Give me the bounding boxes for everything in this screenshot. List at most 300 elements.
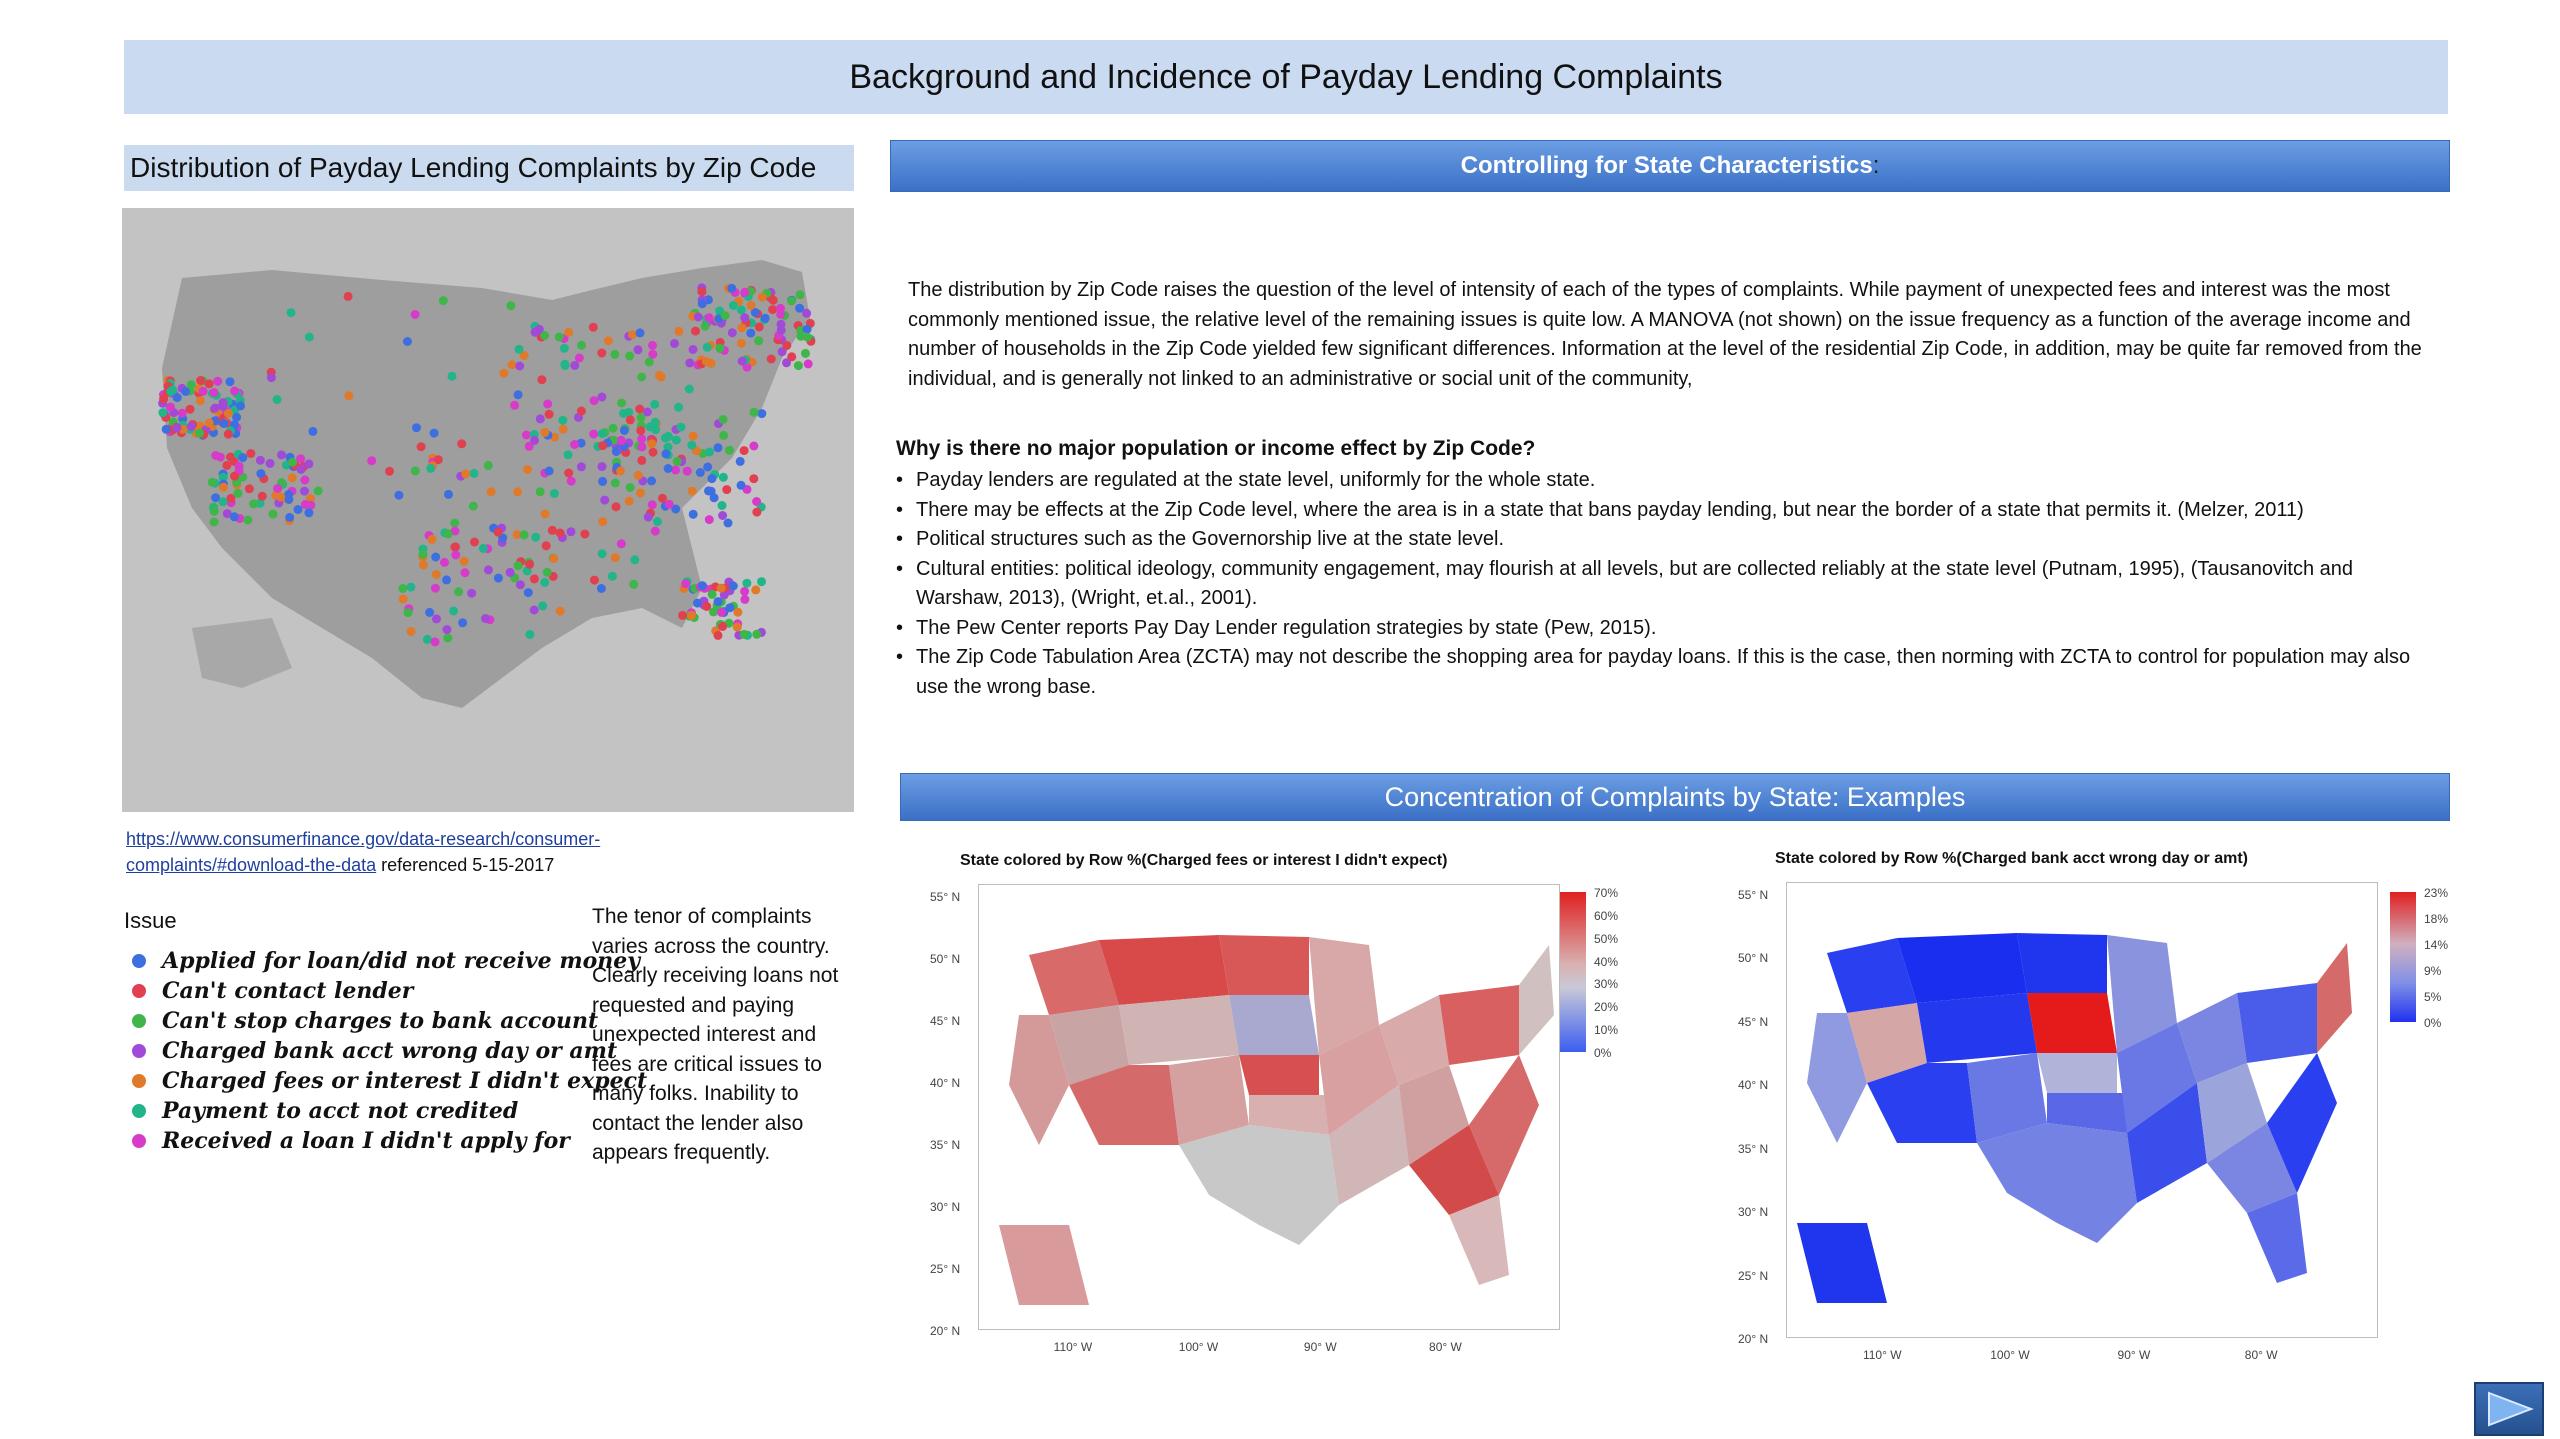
- complaint-dot: [545, 467, 554, 476]
- latitude-tick-label: 45° N: [1738, 1014, 1769, 1029]
- complaint-dot: [269, 510, 278, 519]
- complaint-dot: [703, 463, 712, 472]
- complaint-dot: [719, 473, 728, 482]
- legend-dot-icon: [132, 1014, 146, 1028]
- complaint-dot: [619, 409, 628, 418]
- complaint-dot: [470, 469, 479, 478]
- longitude-tick-label: 100° W: [1990, 1348, 2030, 1362]
- complaint-dot: [611, 553, 620, 562]
- complaint-dot: [804, 359, 813, 368]
- complaint-dot: [740, 313, 749, 322]
- longitude-tick-label: 80° W: [1429, 1340, 1462, 1354]
- complaint-dot: [697, 287, 706, 296]
- complaint-dot: [707, 474, 716, 483]
- complaint-dot: [597, 349, 606, 358]
- complaint-dot: [636, 426, 645, 435]
- complaint-dot: [782, 341, 791, 350]
- complaint-dot: [703, 343, 712, 352]
- complaint-dot: [717, 584, 726, 593]
- complaint-dot: [749, 474, 758, 483]
- complaint-dot: [644, 513, 653, 522]
- complaint-dot: [246, 449, 255, 458]
- complaint-dot: [230, 512, 239, 521]
- complaint-dot: [776, 310, 785, 319]
- complaint-dot: [513, 487, 522, 496]
- color-scale-bar: [2390, 892, 2416, 1022]
- complaint-dot: [300, 487, 309, 496]
- color-scale-bar: [1560, 892, 1586, 1052]
- complaint-dot: [740, 595, 749, 604]
- complaint-dot: [448, 372, 457, 381]
- complaint-dot: [367, 456, 376, 465]
- complaint-dot: [704, 486, 713, 495]
- reason-bullet: • Payday lenders are regulated at the state level, uniformly for the whole state.: [896, 466, 2440, 496]
- complaint-dot: [196, 396, 205, 405]
- complaint-dot: [570, 440, 579, 449]
- complaint-dot: [612, 502, 621, 511]
- complaint-dot: [219, 483, 228, 492]
- latitude-tick-label: 30° N: [930, 1200, 961, 1214]
- complaint-dot: [525, 442, 534, 451]
- complaint-dot: [721, 311, 730, 320]
- legend-label: Can't stop charges to bank account: [162, 1008, 599, 1034]
- complaint-dot: [600, 496, 609, 505]
- complaint-dot: [630, 555, 639, 564]
- complaint-dot: [598, 549, 607, 558]
- complaint-dot: [689, 432, 698, 441]
- color-scale-label: 60%: [1594, 908, 1619, 923]
- complaint-dot: [419, 550, 428, 559]
- complaint-dot: [444, 490, 453, 499]
- latitude-tick-label: 20° N: [1738, 1332, 1769, 1346]
- complaint-dot: [219, 497, 228, 506]
- complaint-dot: [515, 345, 524, 354]
- play-arrow-icon: [2483, 1389, 2535, 1429]
- complaint-dot: [431, 553, 440, 562]
- complaint-dot: [484, 565, 493, 574]
- complaint-dot: [451, 550, 460, 559]
- zip-map-heading: Distribution of Payday Lending Complaints by Zip Code: [124, 145, 854, 191]
- complaint-dot: [801, 349, 810, 358]
- complaint-dot: [737, 323, 746, 332]
- complaint-dot: [543, 568, 552, 577]
- complaint-dot: [403, 337, 412, 346]
- heading-colon: :: [1872, 152, 1880, 179]
- complaint-dot: [543, 399, 552, 408]
- complaint-dot: [450, 519, 459, 528]
- complaint-dot: [787, 297, 796, 306]
- complaint-dot: [689, 510, 698, 519]
- complaint-dot: [524, 588, 533, 597]
- complaint-dot: [407, 627, 416, 636]
- complaint-dot: [648, 500, 657, 509]
- legend-label: Applied for loan/did not receive money: [162, 948, 641, 974]
- zip-map-graphic: [122, 208, 854, 812]
- latitude-tick-label: 50° N: [930, 952, 961, 966]
- complaint-dot: [300, 475, 309, 484]
- complaint-dot: [444, 529, 453, 538]
- complaint-dot: [694, 313, 703, 322]
- complaint-dot: [208, 478, 217, 487]
- complaint-dot: [470, 538, 479, 547]
- complaint-dot: [727, 284, 736, 293]
- next-slide-button[interactable]: [2474, 1382, 2544, 1436]
- complaint-dot: [294, 505, 303, 514]
- complaint-dot: [461, 469, 470, 478]
- complaint-dot: [610, 350, 619, 359]
- complaint-dot: [266, 459, 275, 468]
- complaint-dot: [297, 465, 306, 474]
- legend-label: Charged fees or interest I didn't expect: [162, 1068, 648, 1094]
- complaint-dot: [648, 341, 657, 350]
- complaint-dot: [598, 441, 607, 450]
- longitude-tick-label: 100° W: [1178, 1340, 1219, 1354]
- legend-title: Issue: [124, 908, 177, 933]
- complaint-dot: [625, 352, 634, 361]
- reasons-list: [896, 466, 2440, 702]
- complaint-dot: [629, 580, 638, 589]
- complaint-dot: [458, 618, 467, 627]
- complaint-dot: [285, 513, 294, 522]
- complaint-dot: [693, 599, 702, 608]
- complaint-dot: [803, 325, 812, 334]
- source-link-line2: complaints/#download-the-data: [126, 855, 377, 875]
- complaint-dot: [296, 454, 305, 463]
- state-fill-shapes: [999, 935, 1554, 1305]
- complaint-dot: [696, 468, 705, 477]
- complaint-dot: [768, 305, 777, 314]
- complaint-dot: [683, 467, 692, 476]
- complaint-dot: [556, 529, 565, 538]
- color-scale-label: 30%: [1594, 977, 1619, 992]
- complaint-dot: [411, 310, 420, 319]
- complaint-dot: [520, 530, 529, 539]
- complaint-dot: [617, 399, 626, 408]
- legend-item: [132, 1066, 647, 1096]
- legend-dot-icon: [132, 954, 146, 968]
- complaint-dot: [222, 461, 231, 470]
- longitude-tick-label: 110° W: [1862, 1348, 1902, 1362]
- complaint-dot: [541, 510, 550, 519]
- complaint-dot: [431, 584, 440, 593]
- state-map-title: State colored by Row %(Charged fees or interest I didn't expect): [960, 852, 1448, 869]
- complaint-dot: [219, 419, 228, 428]
- complaint-dot: [754, 336, 763, 345]
- complaint-dot: [637, 434, 646, 443]
- complaint-dot: [719, 415, 728, 424]
- complaint-dot: [608, 572, 617, 581]
- complaint-dot: [232, 413, 241, 422]
- complaint-dot: [187, 422, 196, 431]
- complaint-dot: [803, 333, 812, 342]
- complaint-dot: [219, 402, 228, 411]
- reason-bullet: • The Zip Code Tabulation Area (ZCTA) may not describe the shopping area for payday loans. If this is the case, then norming with ZCTA to control for population may also use the wrong base.: [896, 643, 2440, 702]
- complaint-dot: [620, 426, 629, 435]
- complaint-dot: [577, 341, 586, 350]
- complaint-dot: [525, 560, 534, 569]
- latitude-tick-label: 35° N: [930, 1138, 961, 1152]
- complaint-dot: [196, 376, 205, 385]
- complaint-dot: [494, 574, 503, 583]
- complaint-dot: [740, 288, 749, 297]
- complaint-dot: [195, 429, 204, 438]
- complaint-dot: [515, 362, 524, 371]
- complaint-dot: [637, 442, 646, 451]
- complaint-dot: [742, 579, 751, 588]
- legend-dot-icon: [132, 1074, 146, 1088]
- complaint-dot: [761, 314, 770, 323]
- complaint-dot: [267, 373, 276, 382]
- state-map-graphic: [1787, 883, 2379, 1339]
- complaint-dot: [158, 408, 167, 417]
- complaint-dot: [166, 403, 175, 412]
- complaint-dot: [664, 432, 673, 441]
- complaint-dot: [681, 579, 690, 588]
- source-link-line1: https://www.consumerfinance.gov/data-research/consumer-: [126, 829, 601, 849]
- complaint-dot: [506, 301, 515, 310]
- complaint-dot: [210, 507, 219, 516]
- legend-dot-icon: [132, 1104, 146, 1118]
- complaint-dot: [277, 450, 286, 459]
- state-map-frame: [978, 884, 1560, 1330]
- complaint-dot: [724, 519, 733, 528]
- latitude-tick-label: 25° N: [1738, 1268, 1769, 1283]
- complaint-dot: [577, 462, 586, 471]
- complaint-dot: [426, 464, 435, 473]
- latitude-tick-label: 40° N: [930, 1076, 961, 1090]
- state-map-graphic: [979, 885, 1561, 1331]
- color-scale-label: 9%: [2424, 964, 2442, 978]
- complaint-dot: [549, 554, 558, 563]
- complaint-dot: [757, 409, 766, 418]
- complaint-dot: [454, 587, 463, 596]
- complaint-dot: [210, 518, 219, 527]
- complaint-dot: [651, 527, 660, 536]
- complaint-dot: [211, 404, 220, 413]
- complaint-dot: [637, 373, 646, 382]
- complaint-dot: [460, 557, 469, 566]
- complaint-dot: [597, 584, 606, 593]
- complaint-dot: [796, 290, 805, 299]
- complaint-dot: [558, 416, 567, 425]
- complaint-dot: [233, 489, 242, 498]
- complaint-dot: [567, 527, 576, 536]
- complaint-dot: [213, 377, 222, 386]
- color-scale-label: 70%: [1594, 886, 1619, 900]
- legend-dot-icon: [132, 1134, 146, 1148]
- complaint-dot: [617, 539, 626, 548]
- latitude-tick-label: 55° N: [930, 890, 961, 904]
- complaint-dot: [664, 464, 673, 473]
- complaint-dot: [431, 637, 440, 646]
- complaint-dot: [752, 497, 761, 506]
- complaint-dot: [186, 405, 195, 414]
- state-fill-shapes: [1797, 933, 2352, 1303]
- complaint-dot: [236, 401, 245, 410]
- complaint-dot: [628, 330, 637, 339]
- state-map-title: State colored by Row %(Charged bank acct wrong day or amt): [1775, 850, 2248, 867]
- color-scale-label: 5%: [2424, 990, 2442, 1004]
- latitude-tick-label: 55° N: [1738, 888, 1769, 902]
- complaint-dot: [287, 308, 296, 317]
- issue-legend: [132, 946, 647, 1156]
- complaint-dot: [758, 293, 767, 302]
- source-reference: [126, 826, 866, 878]
- complaint-dot: [749, 442, 758, 451]
- longitude-tick-label: 90° W: [2117, 1348, 2151, 1362]
- complaint-dot: [168, 386, 177, 395]
- zip-code-complaint-map: [122, 208, 854, 812]
- complaint-dot: [671, 465, 680, 474]
- complaint-dot: [411, 466, 420, 475]
- complaint-dot: [159, 395, 168, 404]
- complaint-dot: [598, 517, 607, 526]
- complaint-dot: [674, 403, 683, 412]
- color-scale-label: 10%: [1594, 1023, 1619, 1038]
- complaint-dot: [636, 328, 645, 337]
- longitude-tick-label: 90° W: [1303, 1340, 1337, 1354]
- complaint-dot: [564, 450, 573, 459]
- color-scale-label: 14%: [2424, 938, 2449, 952]
- state-characteristics-heading: [890, 140, 2450, 192]
- complaint-dot: [626, 483, 635, 492]
- complaint-dot: [556, 607, 565, 616]
- legend-item: [132, 1006, 647, 1036]
- complaint-dot: [636, 488, 645, 497]
- complaint-dot: [399, 595, 408, 604]
- complaint-dot: [658, 494, 667, 503]
- complaint-dot: [305, 333, 314, 342]
- complaint-dot: [443, 625, 452, 634]
- complaint-dot: [598, 429, 607, 438]
- complaint-dot: [570, 361, 579, 370]
- state-map-frame: [1786, 882, 2378, 1338]
- complaint-dot: [677, 423, 686, 432]
- complaint-dot: [725, 603, 734, 612]
- legend-item: [132, 946, 647, 976]
- complaint-dot: [461, 568, 470, 577]
- complaint-dot: [398, 584, 407, 593]
- complaint-dot: [542, 541, 551, 550]
- legend-label: Can't contact lender: [162, 978, 414, 1004]
- complaint-dot: [449, 607, 458, 616]
- legend-item: [132, 1036, 647, 1066]
- complaint-dot: [451, 542, 460, 551]
- longitude-tick-label: 80° W: [2244, 1348, 2278, 1362]
- complaint-dot: [199, 387, 208, 396]
- complaint-dot: [226, 377, 235, 386]
- latitude-tick-label: 30° N: [1738, 1205, 1769, 1220]
- complaint-dot: [538, 601, 547, 610]
- complaint-dot: [648, 350, 657, 359]
- legend-item: [132, 1126, 647, 1156]
- complaint-dot: [661, 449, 670, 458]
- complaint-dot: [457, 439, 466, 448]
- complaint-dot: [702, 602, 711, 611]
- complaint-dot: [304, 459, 313, 468]
- complaint-dot: [625, 497, 634, 506]
- color-scale-label: 50%: [1594, 931, 1619, 946]
- complaint-dot: [577, 407, 586, 416]
- complaint-dot: [705, 313, 714, 322]
- reason-bullet: • Cultural entities: political ideology, community engagement, may flourish at all levels, but are collected reliably at the state level (Putnam, 1995), (Tausanovitch and Warshaw, 2013), (Wright, et.al., 2001).: [896, 555, 2440, 614]
- complaint-dot: [467, 589, 476, 598]
- complaint-dot: [540, 578, 549, 587]
- complaint-dot: [580, 530, 589, 539]
- legend-dot-icon: [132, 984, 146, 998]
- color-scale-label: 20%: [1594, 1000, 1619, 1015]
- complaint-dot: [479, 544, 488, 553]
- complaint-dot: [645, 358, 654, 367]
- complaint-dot: [752, 508, 761, 517]
- complaint-dot: [769, 296, 778, 305]
- complaint-dot: [404, 608, 413, 617]
- color-scale-label: 0%: [1594, 1046, 1612, 1060]
- complaint-dot: [626, 415, 635, 424]
- complaint-dot: [708, 590, 717, 599]
- color-scale-label: 18%: [2424, 912, 2449, 926]
- complaint-dot: [499, 369, 508, 378]
- complaint-dot: [590, 576, 599, 585]
- complaint-dot: [288, 458, 297, 467]
- complaint-dot: [691, 327, 700, 336]
- complaint-dot: [273, 395, 282, 404]
- complaint-dot: [216, 453, 225, 462]
- complaint-dot: [589, 430, 598, 439]
- complaint-dot: [469, 502, 478, 511]
- complaint-dot: [717, 608, 726, 617]
- complaint-dot: [439, 296, 448, 305]
- complaint-dot: [729, 301, 738, 310]
- complaint-dot: [714, 631, 723, 640]
- complaint-dot: [651, 418, 660, 427]
- page-title: Background and Incidence of Payday Lending Complaints: [124, 40, 2448, 114]
- complaint-dot: [523, 465, 532, 474]
- complaint-dot: [178, 409, 187, 418]
- complaint-dot: [590, 396, 599, 405]
- complaint-dot: [617, 437, 626, 446]
- state-map-bank-acct: [1720, 842, 2460, 1382]
- complaint-dot: [430, 429, 439, 438]
- complaint-dot: [481, 614, 490, 623]
- complaint-dot: [604, 336, 613, 345]
- complaint-dot: [516, 580, 525, 589]
- complaint-dot: [655, 371, 664, 380]
- complaint-dot: [536, 414, 545, 423]
- source-referenced-date: referenced 5-15-2017: [376, 855, 555, 875]
- complaint-dot: [224, 430, 233, 439]
- complaint-dot: [385, 467, 394, 476]
- complaint-dot: [678, 611, 687, 620]
- complaint-dot: [752, 630, 761, 639]
- complaint-dot: [718, 511, 727, 520]
- complaint-dot: [687, 611, 696, 620]
- complaint-dot: [536, 487, 545, 496]
- complaint-dot: [249, 499, 258, 508]
- complaint-dot: [564, 328, 573, 337]
- complaint-dot: [728, 328, 737, 337]
- complaint-dot: [425, 608, 434, 617]
- complaint-dot: [344, 292, 353, 301]
- longitude-tick-label: 110° W: [1053, 1340, 1093, 1354]
- complaint-dot: [740, 630, 749, 639]
- state-characteristics-heading-text: Controlling for State Characteristics: [1460, 152, 1873, 179]
- complaint-dot: [560, 344, 569, 353]
- complaint-dot: [746, 329, 755, 338]
- complaint-dot: [722, 485, 731, 494]
- legend-label: Charged bank acct wrong day or amt: [162, 1038, 618, 1064]
- complaint-dot: [344, 391, 353, 400]
